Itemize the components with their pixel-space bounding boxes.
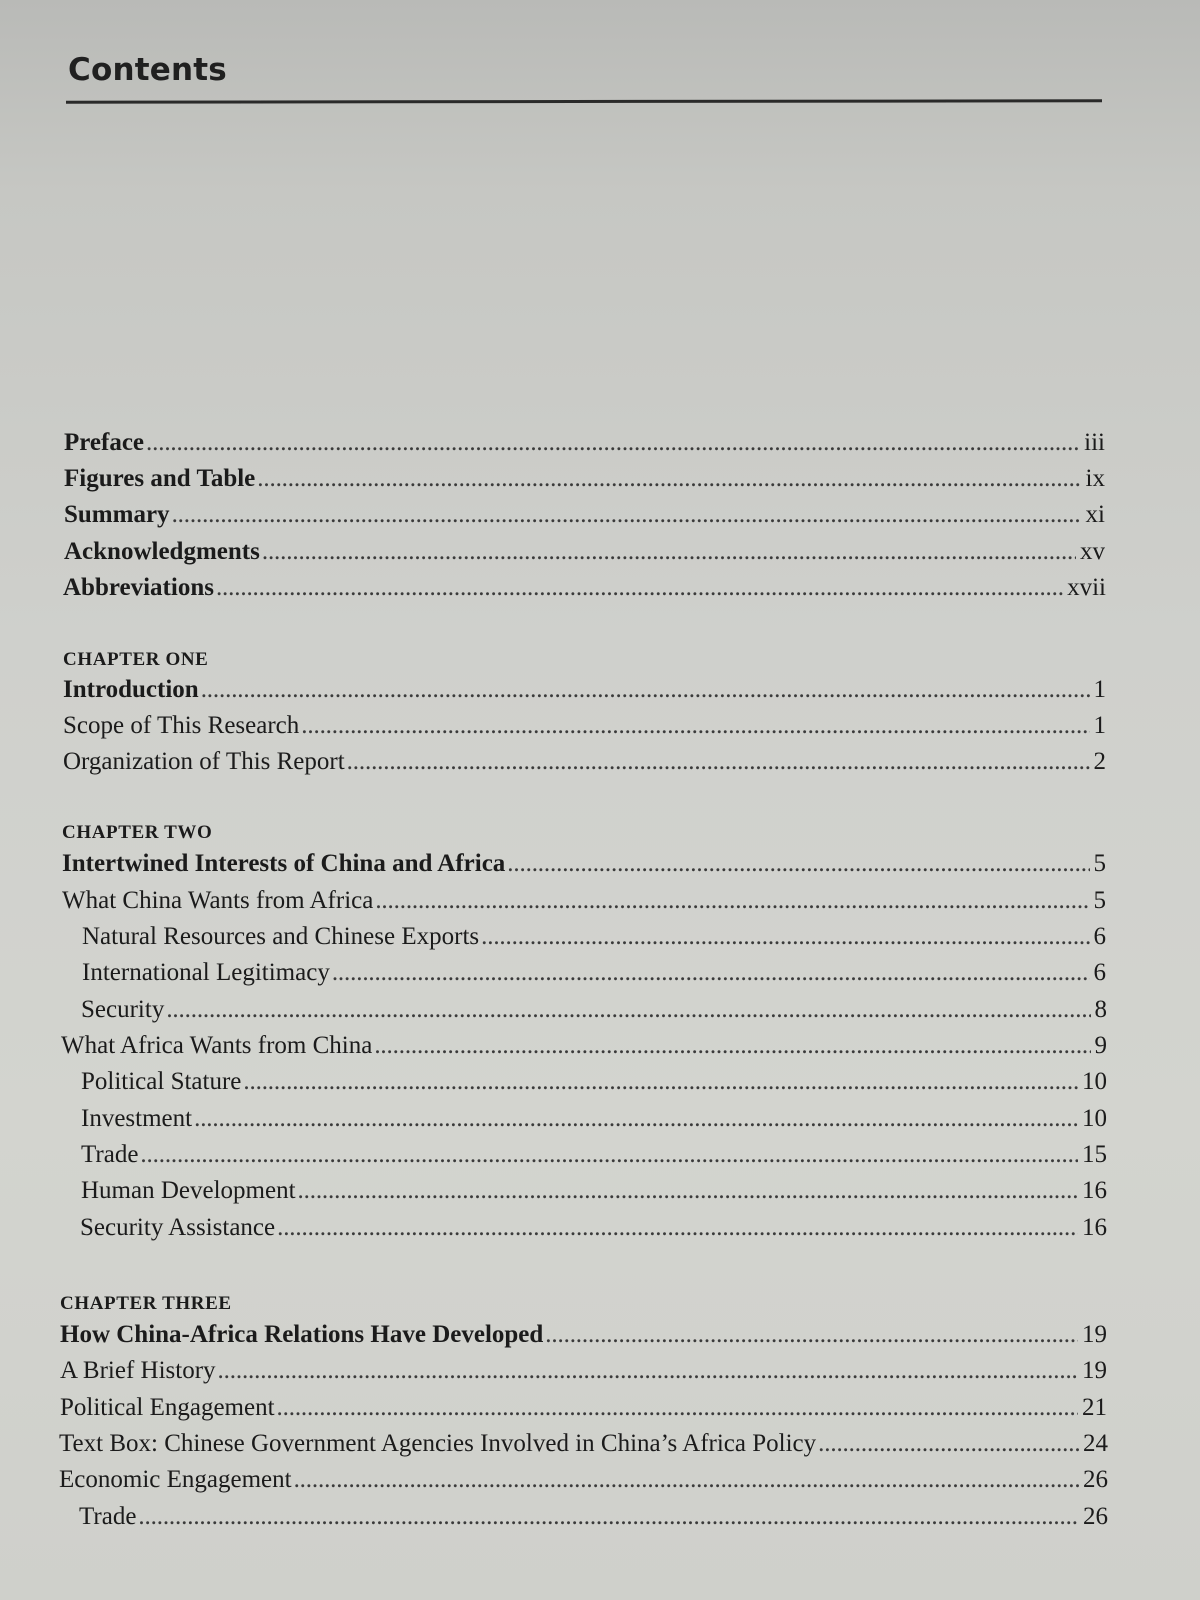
toc-entry-title: Scope of This Research bbox=[63, 712, 300, 739]
dot-leader bbox=[146, 428, 1080, 458]
dot-leader bbox=[140, 1140, 1078, 1170]
toc-entry[interactable] bbox=[59, 1465, 1108, 1495]
toc-entry-page-number: 6 bbox=[1093, 923, 1106, 950]
toc-entry-page-number: 19 bbox=[1082, 1357, 1107, 1384]
dot-leader bbox=[277, 1213, 1078, 1243]
toc-entry-page-number: 2 bbox=[1093, 748, 1106, 775]
toc-entry-page-number: 1 bbox=[1093, 712, 1106, 739]
toc-entry-page-number: 15 bbox=[1082, 1141, 1107, 1168]
toc-entry-title: Intertwined Interests of China and Africa bbox=[62, 850, 506, 877]
toc-entry[interactable] bbox=[80, 1213, 1107, 1243]
toc-entry-title: Economic Engagement bbox=[59, 1466, 292, 1493]
toc-entry[interactable] bbox=[62, 849, 1106, 879]
toc-entry-page-number: 1 bbox=[1093, 676, 1106, 703]
toc-entry[interactable] bbox=[81, 1176, 1107, 1206]
toc-entry[interactable] bbox=[82, 922, 1106, 952]
toc-entry-title: Organization of This Report bbox=[63, 748, 345, 775]
toc-entry-title: A Brief History bbox=[60, 1357, 216, 1384]
dot-leader bbox=[301, 711, 1089, 741]
toc-entry-title: Summary bbox=[64, 501, 170, 528]
dot-leader bbox=[216, 573, 1063, 603]
toc-entry-title: Political Engagement bbox=[60, 1394, 275, 1421]
dot-leader bbox=[298, 1176, 1078, 1206]
toc-entry-title: Investment bbox=[81, 1105, 193, 1132]
toc-entry-title: Acknowledgments bbox=[64, 538, 260, 565]
toc-entry-title: What Africa Wants from China bbox=[61, 1032, 373, 1059]
dot-leader bbox=[172, 500, 1082, 530]
toc-entry-title: Text Box: Chinese Government Agencies Involved in China’s Africa Policy bbox=[59, 1430, 817, 1457]
toc-entry-title: Preface bbox=[64, 429, 145, 456]
toc-entry[interactable] bbox=[60, 1320, 1107, 1350]
dot-leader bbox=[818, 1429, 1079, 1459]
dot-leader bbox=[481, 922, 1089, 952]
toc-entry[interactable] bbox=[64, 428, 1105, 458]
chapter-label: CHAPTER THREE bbox=[60, 1293, 232, 1314]
dot-leader bbox=[507, 849, 1089, 879]
toc-entry-title: Political Stature bbox=[81, 1068, 242, 1095]
toc-entry[interactable] bbox=[64, 500, 1105, 530]
dot-leader bbox=[243, 1067, 1078, 1097]
toc-entry[interactable] bbox=[59, 1429, 1108, 1459]
toc-entry-title: What China Wants from Africa bbox=[62, 887, 374, 914]
dot-leader bbox=[262, 537, 1076, 567]
toc-entry-page-number: iii bbox=[1084, 429, 1105, 456]
dot-leader bbox=[218, 1356, 1078, 1386]
toc-entry-page-number: 26 bbox=[1083, 1466, 1108, 1493]
toc-entry[interactable] bbox=[60, 1393, 1107, 1423]
toc-entry-page-number: 8 bbox=[1094, 996, 1107, 1023]
dot-leader bbox=[138, 1502, 1079, 1532]
toc-entry[interactable] bbox=[64, 537, 1105, 567]
dot-leader bbox=[374, 1031, 1090, 1061]
dot-leader bbox=[294, 1465, 1079, 1495]
toc-entry-title: Security Assistance bbox=[80, 1214, 276, 1241]
toc-entry-title: Security bbox=[81, 996, 165, 1023]
dot-leader bbox=[194, 1104, 1078, 1134]
dot-leader bbox=[277, 1393, 1078, 1423]
chapter-label: CHAPTER TWO bbox=[62, 822, 213, 843]
toc-entry-page-number: 16 bbox=[1082, 1177, 1107, 1204]
toc-entry-page-number: 21 bbox=[1082, 1394, 1107, 1421]
dot-leader bbox=[375, 886, 1089, 916]
toc-entry-title: Natural Resources and Chinese Exports bbox=[82, 923, 480, 950]
toc-entry-title: Human Development bbox=[81, 1177, 296, 1204]
toc-entry-title: Trade bbox=[79, 1503, 137, 1530]
toc-entry[interactable] bbox=[81, 1104, 1107, 1134]
toc-entry-page-number: ix bbox=[1085, 465, 1105, 492]
dot-leader bbox=[201, 675, 1090, 705]
toc-entry[interactable] bbox=[81, 995, 1107, 1025]
dot-leader bbox=[332, 958, 1090, 988]
toc-entry-page-number: 6 bbox=[1093, 959, 1106, 986]
toc-entry-page-number: 26 bbox=[1083, 1503, 1108, 1530]
toc-entry[interactable] bbox=[79, 1502, 1108, 1532]
toc-entry-page-number: 16 bbox=[1082, 1214, 1107, 1241]
toc-entry-page-number: 19 bbox=[1082, 1321, 1107, 1348]
toc-entry-title: International Legitimacy bbox=[82, 959, 330, 986]
toc-entry-page-number: 5 bbox=[1093, 850, 1106, 877]
dot-leader bbox=[257, 464, 1081, 494]
toc-entry[interactable] bbox=[81, 1067, 1107, 1097]
toc-entry-title: Figures and Table bbox=[64, 465, 256, 492]
toc-entry-page-number: 10 bbox=[1082, 1105, 1107, 1132]
chapter-label: CHAPTER ONE bbox=[63, 649, 209, 670]
dot-leader bbox=[545, 1320, 1078, 1350]
toc-entry[interactable] bbox=[61, 1031, 1107, 1061]
toc-entry[interactable] bbox=[63, 675, 1106, 705]
toc-entry[interactable] bbox=[63, 711, 1106, 741]
toc-entry-page-number: 5 bbox=[1093, 887, 1106, 914]
toc-entry-page-number: xi bbox=[1085, 501, 1105, 528]
toc-entry-title: Abbreviations bbox=[63, 574, 214, 601]
toc-entry-title: Trade bbox=[81, 1141, 139, 1168]
toc-entry[interactable] bbox=[64, 464, 1105, 494]
toc-entry-page-number: xvii bbox=[1067, 574, 1106, 601]
toc-entry-page-number: 24 bbox=[1083, 1430, 1108, 1457]
dot-leader bbox=[166, 995, 1090, 1025]
toc-entry-title: How China-Africa Relations Have Developed bbox=[60, 1321, 544, 1348]
toc-entry[interactable] bbox=[60, 1356, 1107, 1386]
toc-entry[interactable] bbox=[82, 958, 1106, 988]
toc-entry-page-number: xv bbox=[1080, 538, 1105, 565]
toc-entry[interactable] bbox=[63, 747, 1106, 777]
toc-entry-page-number: 9 bbox=[1094, 1032, 1107, 1059]
toc-entry[interactable] bbox=[81, 1140, 1107, 1170]
contents-heading: Contents bbox=[68, 52, 227, 88]
toc-entry-page-number: 10 bbox=[1082, 1068, 1107, 1095]
toc-entry[interactable] bbox=[62, 886, 1106, 916]
toc-entry-title: Introduction bbox=[63, 676, 199, 703]
dot-leader bbox=[347, 747, 1090, 777]
toc-entry[interactable] bbox=[63, 573, 1106, 603]
